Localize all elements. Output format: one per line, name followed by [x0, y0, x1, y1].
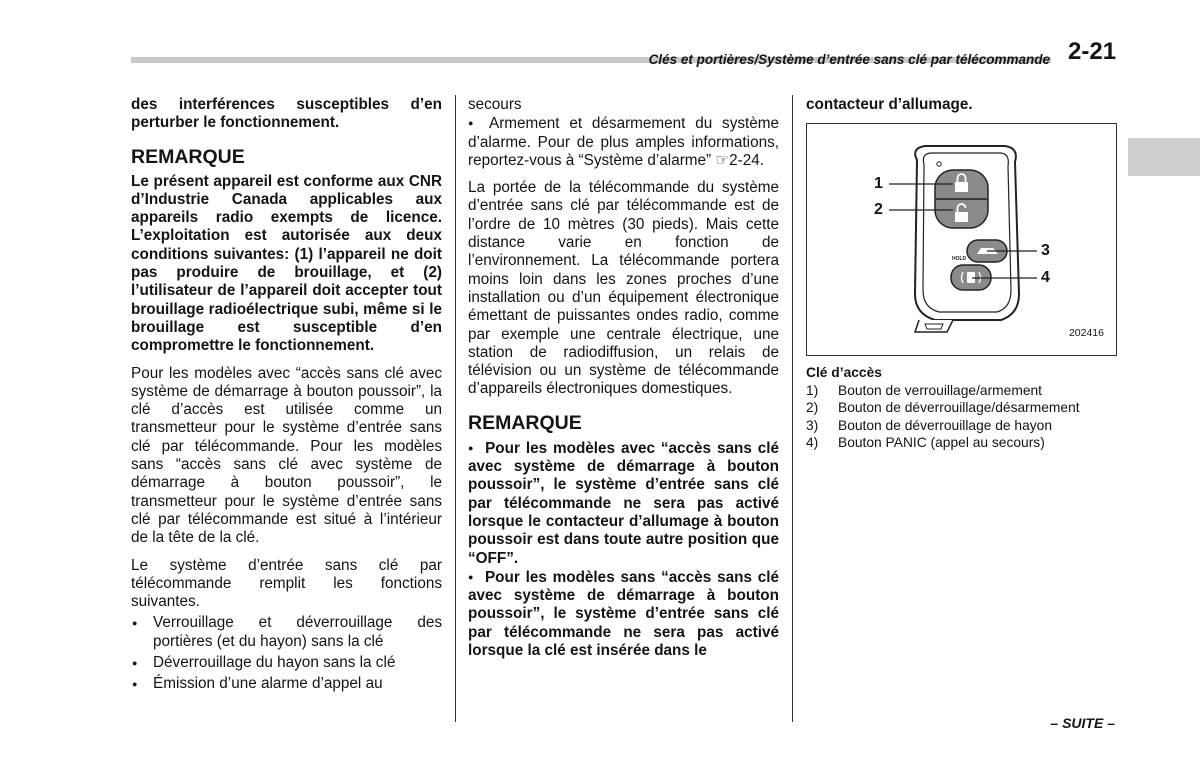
bullet-dot-icon: ● [468, 571, 475, 582]
continued-footer: – SUITE – [1050, 715, 1115, 731]
column-divider-right [792, 95, 793, 722]
bullet-alarm-text: Armement et désarmement du système d’alarme. Pour de plus amples informations, reportez-vous à “Système d’alarme” [468, 115, 780, 169]
caption-item-number: 2) [806, 400, 819, 416]
access-key-figure [806, 123, 1117, 356]
remark-text: Le présent appareil est conforme aux CNR d’Industrie Canada applicables aux appareils radio exempts de licence. L’exploitation est autorisée aux deux conditions suivantes: (1) l’appareil ne doit pas produire de brouillage, et (2) l’utilisateur de l’appareil doit accepter tout brouillage radioélectrique subi, même si le brouillage est susceptible d’en compromettre le fonctionnement. [131, 172, 442, 355]
bullet-dot-icon: ● [468, 118, 479, 129]
caption-item [806, 399, 1117, 417]
column-2 [468, 96, 779, 660]
paragraph-transmitter: Pour les modèles avec “accès sans clé avec système de démarrage à bouton poussoir”, la clé d’accès est utilisée comme un transmetteur pour le système d’entrée sans clé par télécommande. Pour les modèles sans “accès sans clé avec système de démarrage à bouton poussoir”, le transmetteur pour le système d’entrée sans clé par télécommande est situé à l’intérieur de la tête de la clé. [131, 364, 442, 547]
callout-number: 3 [1041, 242, 1050, 260]
remark-bullet [468, 568, 779, 660]
hold-label: HOLD [952, 256, 967, 263]
column-3 [806, 96, 1117, 452]
figure-caption [806, 364, 1117, 452]
caption-item-number: 1) [806, 382, 819, 398]
caption-item-text: Bouton PANIC (appel au secours) [838, 435, 1045, 451]
caption-item [806, 417, 1117, 435]
figure-code: 202416 [1068, 327, 1104, 339]
reference-icon: ☞ [715, 151, 730, 169]
bullet-item: ● Verrouillage et déverrouillage des portières (et du hayon) sans la clé [131, 614, 442, 651]
continued-text: contacteur d’allumage. [806, 96, 973, 113]
caption-title: Clé d’accès [806, 365, 882, 381]
header-title: Clés et portières/Système d’entrée sans clé par télécommande [648, 52, 1050, 67]
bullet-item: ● Émission d’une alarme d’appel au [131, 675, 442, 693]
remark-bullet-text: Pour les modèles sans “accès sans clé avec système de démarrage à bouton poussoir”, le système d’entrée sans clé par télécommande ne sera pas activé lorsque la clé est insérée dans le [468, 568, 779, 660]
paragraph-functions: Le système d’entrée sans clé par télécommande remplit les fonctions suivantes. [131, 556, 442, 611]
callout-number: 1 [874, 175, 883, 193]
column-1 [131, 96, 442, 694]
bullet-alarm [468, 114, 779, 170]
caption-item [806, 382, 1117, 400]
access-key-illustration [807, 124, 1116, 355]
bullet-dot-icon: ● [468, 442, 476, 453]
page-number: 2-21 [1068, 38, 1117, 65]
remark-bullet-text: Pour les modèles avec “accès sans clé avec système de démarrage à bouton poussoir”, le système d’entrée sans clé par télécommande ne sera pas activé lorsque le contacteur d’allumage à bouton poussoir est dans toute autre position que “OFF”. [468, 439, 779, 567]
caption-item-text: Bouton de verrouillage/armement [838, 382, 1043, 398]
remark-bullet [468, 439, 779, 568]
caption-item-text: Bouton de déverrouillage/désarmement [838, 400, 1080, 416]
key-blade [915, 320, 953, 332]
caption-item-number: 3) [806, 417, 819, 433]
chapter-tab [1128, 138, 1200, 176]
remark-heading: REMARQUE [131, 145, 245, 168]
caption-item-text: Bouton de déverrouillage de hayon [838, 417, 1053, 433]
caption-item [806, 434, 1117, 452]
bullet-item: ● Déverrouillage du hayon sans la clé [131, 654, 442, 672]
intro-bold-text: des interférences susceptibles d’en perturber le fonctionnement. [131, 96, 442, 132]
reference-page: 2-24. [729, 151, 764, 169]
paragraph-range: La portée de la télécommande du système d’entrée sans clé par télécommande est de l’ordre de 10 mètres (30 pieds). Mais cette distance varie en fonction de l’environnement. La télécommande portera moins loin dans les zones proches d’une installation ou d’un équipement électronique émettant de puissantes ondes radio, comme par exemple une centrale électrique, une station de radiodiffusion, un relais de télévision ou un système de télécommande d’appareils électroniques domestiques. [468, 179, 779, 398]
callout-number: 2 [874, 201, 883, 219]
continued-text: secours [468, 96, 522, 113]
caption-item-number: 4) [806, 435, 819, 451]
column-divider-left [455, 95, 456, 722]
remark-heading: REMARQUE [468, 411, 582, 434]
callout-number: 4 [1041, 269, 1050, 287]
